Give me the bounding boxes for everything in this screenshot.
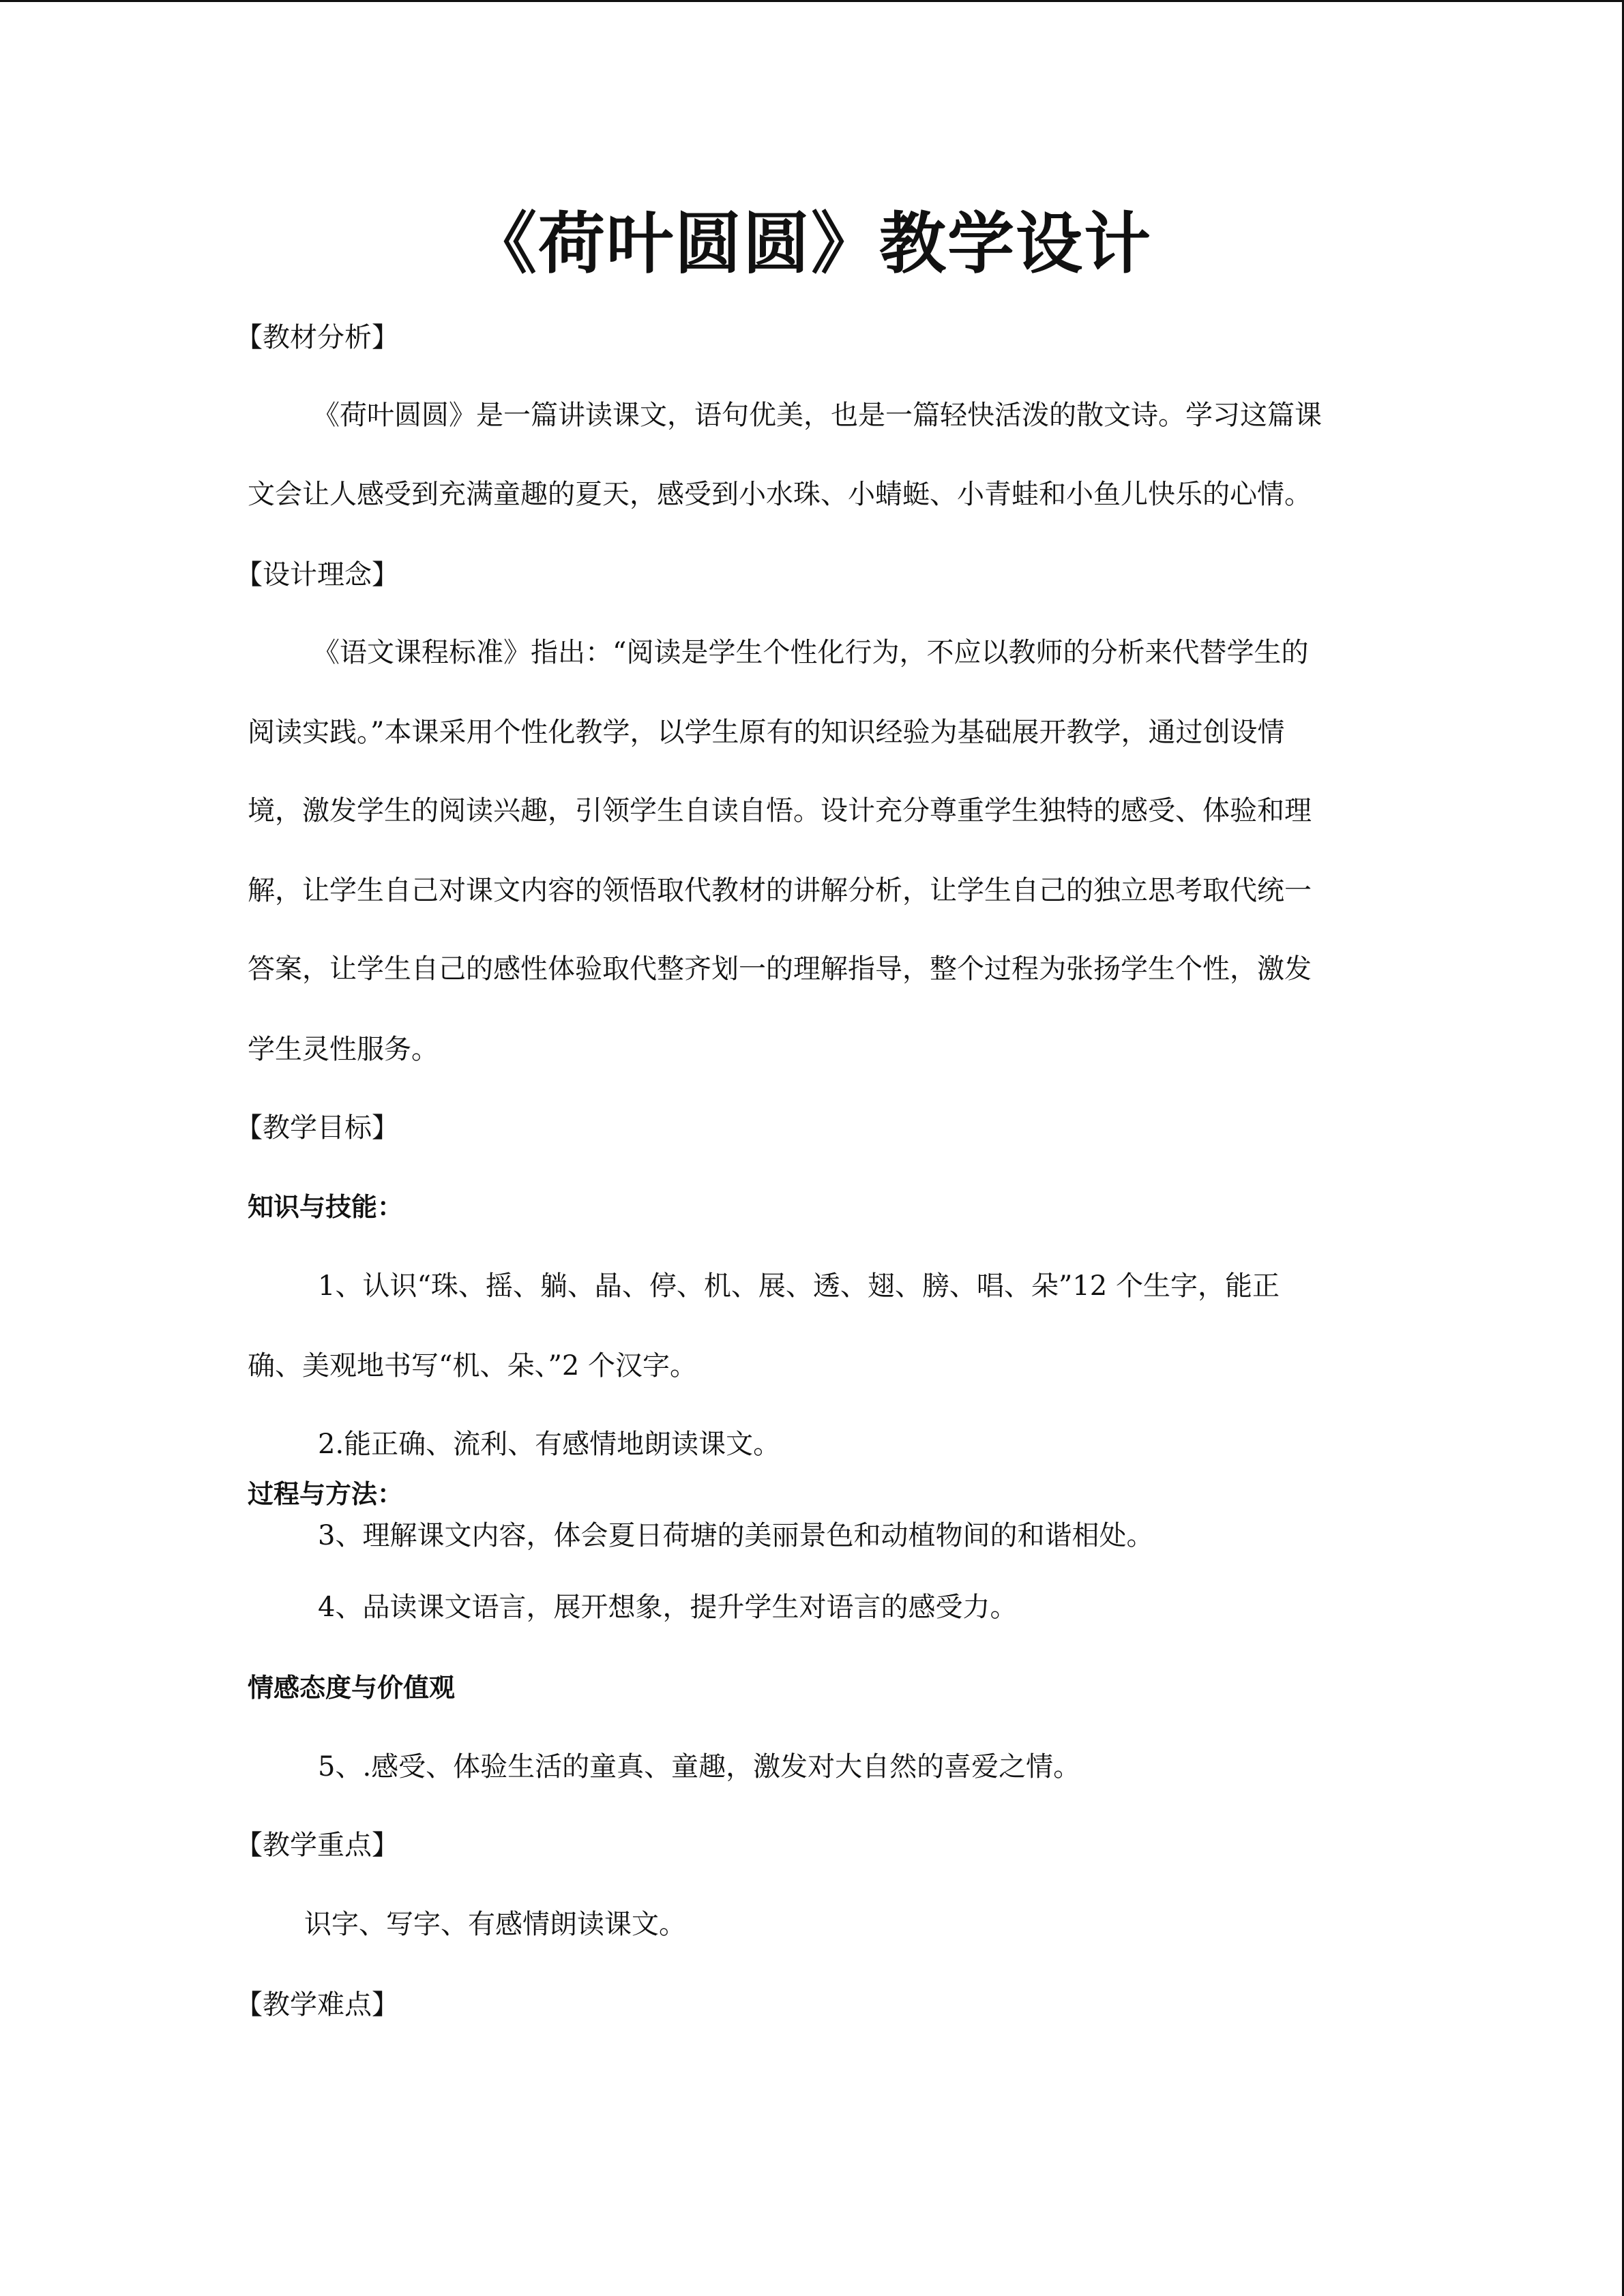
section-heading-teaching-goals: 【教学目标】 [235,1112,399,1144]
paragraph-line: 解，让学生自己对课文内容的领悟取代教材的讲解分析，让学生自己的独立思考取代统一 [248,875,1312,906]
section-heading-material-analysis: 【教材分析】 [235,322,399,353]
paragraph-line: 文会让人感受到充满童趣的夏天，感受到小水珠、小蜻蜓、小青蛙和小鱼儿快乐的心情。 [248,479,1312,510]
goal-line: 4、品读课文语言，展开想象，提升学生对语言的感受力。 [318,1592,1018,1623]
paragraph-line: 阅读实践。”本课采用个性化教学，以学生原有的知识经验为基础展开教学，通过创设情 [248,717,1285,748]
paragraph-line: 境，激发学生的阅读兴趣，引领学生自读自悟。设计充分尊重学生独特的感受、体验和理 [248,795,1312,826]
goal-line: 2.能正确、流利、有感情地朗读课文。 [318,1429,781,1460]
goal-line: 确、美观地书写“机、朵、”2 个汉字。 [248,1350,698,1382]
paragraph-line: 识字、写字、有感情朗读课文。 [304,1909,686,1940]
subheading-knowledge-skills: 知识与技能： [248,1192,404,1222]
goal-line: 3、理解课文内容，体会夏日荷塘的美丽景色和动植物间的和谐相处。 [318,1520,1154,1551]
section-heading-difficulties: 【教学难点】 [235,1989,399,2021]
subheading-process-methods: 过程与方法： [248,1479,404,1509]
section-heading-design-concept: 【设计理念】 [235,559,399,591]
goal-line: 1、认识“珠、摇、躺、晶、停、机、展、透、翅、膀、唱、朵”12 个生字，能正 [318,1270,1280,1302]
goal-line: 5、.感受、体验生活的童真、童趣，激发对大自然的喜爱之情。 [318,1751,1081,1783]
paragraph-line: 答案，让学生自己的感性体验取代整齐划一的理解指导，整个过程为张扬学生个性，激发 [248,953,1312,985]
paragraph-line: 《荷叶圆圆》是一篇讲读课文，语句优美，也是一篇轻快活泼的散文诗。学习这篇课 [312,400,1322,431]
subheading-emotion-values: 情感态度与价值观 [248,1673,456,1703]
paragraph-line: 学生灵性服务。 [248,1034,439,1065]
paragraph-line: 《语文课程标准》指出：“阅读是学生个性化行为，不应以教师的分析来代替学生的 [312,637,1309,668]
page-title: 《荷叶圆圆》教学设计 [469,205,1152,283]
section-heading-key-points: 【教学重点】 [235,1830,399,1861]
